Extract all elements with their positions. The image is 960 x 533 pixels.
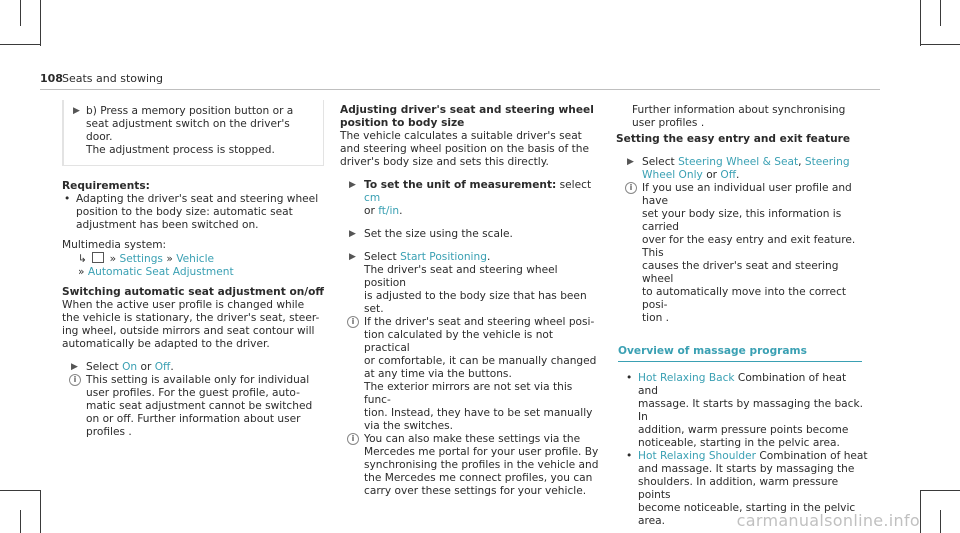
program-name: Hot Relaxing Shoulder bbox=[638, 450, 757, 462]
text-line: Select On or Off. bbox=[86, 361, 174, 373]
column-right bbox=[618, 104, 868, 528]
text-line: Hot Relaxing Shoulder Combination of heat bbox=[638, 450, 868, 462]
text-line: When the active user profile is changed while bbox=[62, 299, 305, 311]
crop-mark bbox=[0, 490, 40, 491]
off-option: Off bbox=[720, 169, 737, 181]
text-line: The adjustment process is stopped. bbox=[86, 144, 275, 156]
path-settings: Settings bbox=[119, 253, 163, 265]
chevron-icon: » bbox=[109, 253, 117, 265]
program-name: Hot Relaxing Back bbox=[638, 372, 735, 384]
wheel-only-option: Wheel Only bbox=[642, 169, 703, 181]
crop-mark bbox=[940, 510, 941, 533]
text-line: The driver's seat and steering wheel position bbox=[364, 264, 558, 289]
text-line: on or off. Further information about user bbox=[86, 413, 301, 425]
crop-mark bbox=[920, 490, 960, 491]
path-vehicle: Vehicle bbox=[176, 253, 215, 265]
chevron-icon: » bbox=[78, 266, 85, 278]
bullet-icon: • bbox=[626, 372, 633, 384]
text-line: causes the driver's seat and steering wheel bbox=[642, 260, 839, 285]
home-icon bbox=[92, 252, 104, 263]
text-line: seat adjustment switch on the driver's bbox=[86, 118, 290, 130]
info-icon: i bbox=[347, 433, 359, 445]
steering-wheel-seat-option: Steering Wheel & Seat bbox=[678, 156, 799, 168]
info-note bbox=[340, 433, 602, 498]
text-line: If you use an individual user profile and have bbox=[642, 182, 852, 207]
text-line: Wheel Only or Off. bbox=[642, 169, 740, 181]
crop-mark bbox=[40, 490, 41, 533]
text-line: and steering wheel position on the basis of the bbox=[340, 143, 590, 155]
step-arrow-icon: ▶ bbox=[627, 157, 634, 167]
step-arrow-icon: ▶ bbox=[349, 229, 356, 239]
menu-path bbox=[62, 266, 324, 279]
crop-mark bbox=[940, 0, 941, 26]
cm-option: cm bbox=[364, 192, 381, 204]
ftin-option: ft/in bbox=[378, 205, 400, 217]
start-positioning-option: Start Positioning bbox=[400, 251, 487, 263]
path-automatic: Automatic Seat Adjustment bbox=[87, 266, 234, 278]
step bbox=[340, 228, 602, 241]
crop-mark bbox=[20, 0, 21, 26]
page-header bbox=[40, 72, 880, 90]
text-line: This setting is available only for individual bbox=[86, 374, 310, 386]
text-line: matic seat adjustment cannot be switched bbox=[86, 400, 313, 412]
overview-heading: Overview of massage programs bbox=[618, 345, 862, 362]
info-icon: i bbox=[69, 374, 81, 386]
requirement-item bbox=[62, 193, 324, 232]
step-arrow-icon: ▶ bbox=[349, 180, 356, 190]
text-line: Set the size using the scale. bbox=[364, 228, 513, 240]
text-line: is adjusted to the body size that has been bbox=[364, 290, 587, 302]
steering-option: Steering bbox=[804, 156, 850, 168]
text-line: user profiles . bbox=[632, 117, 705, 129]
crop-mark bbox=[920, 490, 921, 533]
text-line: profiles . bbox=[86, 426, 132, 438]
crop-mark bbox=[920, 0, 921, 46]
text-line: automatically be adapted to the driver. bbox=[62, 338, 270, 350]
step-arrow-icon: ▶ bbox=[71, 362, 78, 372]
text-line: tion. Instead, they have to be set manually bbox=[364, 407, 593, 419]
off-option: Off bbox=[154, 361, 171, 373]
text-line: area. bbox=[638, 515, 665, 527]
text-line: Select Steering Wheel & Seat, Steering bbox=[642, 156, 850, 168]
text-line: carry over these settings for your vehicle. bbox=[364, 485, 587, 497]
text-line: driver's body size and sets this directly. bbox=[340, 156, 549, 168]
crop-mark bbox=[920, 44, 960, 45]
text-line: noticeable, starting in the pelvic area. bbox=[638, 437, 840, 449]
text-line: become noticeable, starting in the pelvic bbox=[638, 502, 856, 514]
text-line: ing wheel, outside mirrors and seat contour will bbox=[62, 325, 315, 337]
text-line: door. bbox=[86, 131, 113, 143]
text-line: To set the unit of measurement: select cm bbox=[364, 179, 592, 204]
step bbox=[340, 179, 602, 218]
chevron-icon: » bbox=[166, 253, 173, 265]
bullet-icon: • bbox=[626, 450, 633, 462]
text-line: Mercedes me portal for your user profile. By bbox=[364, 446, 599, 458]
text-line: and massage. It starts by massaging the bbox=[638, 463, 855, 475]
header-rule bbox=[40, 89, 880, 90]
text-line: or ft/in. bbox=[364, 205, 403, 217]
text-line: via the switches. bbox=[364, 420, 454, 432]
step-arrow-icon: ▶ bbox=[349, 252, 356, 262]
text-line: the Mercedes me connect profiles, you can bbox=[364, 472, 593, 484]
menu-path bbox=[62, 252, 324, 266]
step-arrow-icon: ▶ bbox=[73, 106, 80, 116]
section-heading: position to body size bbox=[340, 117, 465, 129]
section-heading: Adjusting driver's seat and steering wheel bbox=[340, 104, 594, 116]
text-line: synchronising the profiles in the vehicle and bbox=[364, 459, 599, 471]
crop-mark bbox=[40, 0, 41, 46]
text-line: tion . bbox=[642, 312, 670, 324]
text-line: position to the body size: automatic seat bbox=[76, 206, 293, 218]
multimedia-label: Multimedia system: bbox=[62, 239, 167, 251]
column-middle bbox=[340, 104, 602, 498]
text-line: over for the easy entry and exit feature. This bbox=[642, 234, 856, 259]
crop-mark bbox=[0, 44, 40, 45]
section-title: Seats and stowing bbox=[62, 72, 164, 85]
section-heading: Switching automatic seat adjustment on/off bbox=[62, 286, 324, 298]
text-line: shoulders. In addition, warm pressure points bbox=[638, 476, 839, 501]
info-note bbox=[618, 182, 868, 325]
text-line: tion calculated by the vehicle is not practical bbox=[364, 329, 554, 354]
text-line: If the driver's seat and steering wheel posi- bbox=[364, 316, 595, 328]
watermark: carmanualsonline.info bbox=[736, 511, 920, 530]
info-note bbox=[340, 316, 602, 433]
on-option: On bbox=[122, 361, 138, 373]
text-line: Further information about synchronising bbox=[632, 104, 846, 116]
text-line: at any time via the buttons. bbox=[364, 368, 512, 380]
step bbox=[340, 251, 602, 316]
step bbox=[618, 156, 868, 182]
text-line: The exterior mirrors are not set via this func- bbox=[364, 381, 573, 406]
column-left bbox=[62, 100, 324, 439]
text-line: user profiles. For the guest profile, auto- bbox=[86, 387, 300, 399]
crop-mark bbox=[20, 510, 21, 533]
text-line: The vehicle calculates a suitable driver's seat bbox=[340, 130, 582, 142]
page-number: 108 bbox=[40, 72, 63, 85]
text-line: set your body size, this information is carried bbox=[642, 208, 842, 233]
text-line: addition, warm pressure points become bbox=[638, 424, 849, 436]
text-line: Hot Relaxing Back Combination of heat and bbox=[638, 372, 847, 397]
text-line: You can also make these settings via the bbox=[364, 433, 581, 445]
info-icon: i bbox=[347, 316, 359, 328]
step-box bbox=[62, 100, 324, 166]
text-line: Adapting the driver's seat and steering wheel bbox=[76, 193, 319, 205]
path-arrow-icon: ↳ bbox=[78, 253, 87, 265]
text-line: Select Start Positioning. bbox=[364, 251, 491, 263]
text-line: massage. It starts by massaging the back. In bbox=[638, 398, 863, 423]
text-line: set. bbox=[364, 303, 384, 315]
section-heading: Setting the easy entry and exit feature bbox=[616, 133, 851, 145]
bullet-icon: • bbox=[64, 193, 71, 205]
info-note bbox=[62, 374, 324, 439]
text-line: to automatically move into the correct posi- bbox=[642, 286, 847, 311]
info-icon: i bbox=[625, 182, 637, 194]
text-line: b) Press a memory position button or a bbox=[86, 105, 294, 117]
text-line: or comfortable, it can be manually changed bbox=[364, 355, 597, 367]
requirements-heading: Requirements: bbox=[62, 180, 150, 192]
text-line: adjustment has been switched on. bbox=[76, 219, 259, 231]
step bbox=[62, 361, 324, 374]
text-line: the vehicle is stationary, the driver's seat, steer- bbox=[62, 312, 320, 324]
list-item bbox=[624, 372, 868, 450]
